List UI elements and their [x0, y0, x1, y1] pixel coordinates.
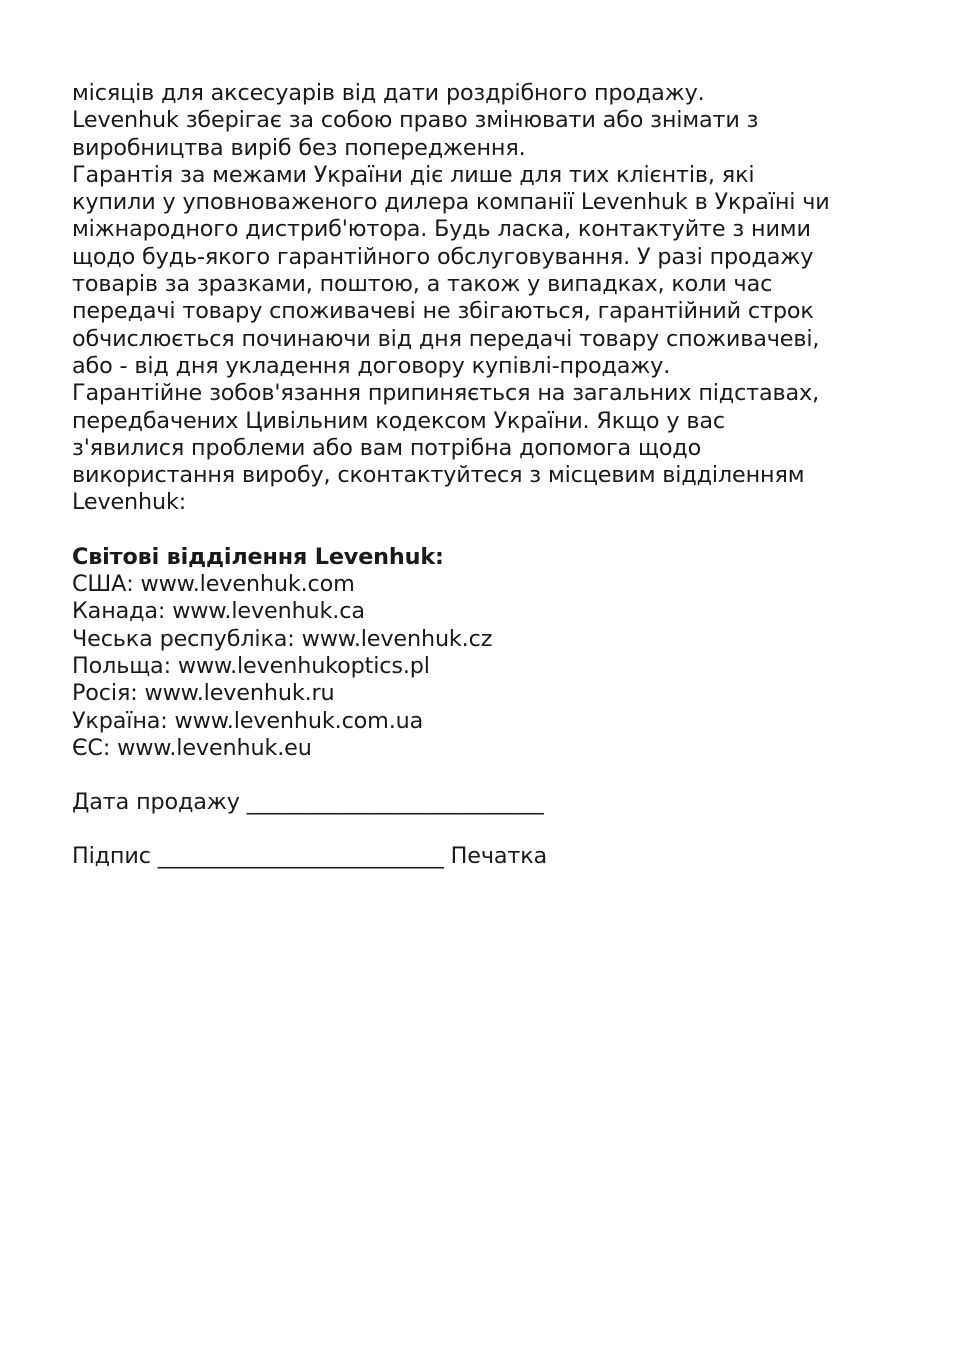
signature-label: Підпис: [72, 843, 158, 870]
text-line: передачі товару споживачеві не збігаються, гарантійний строк: [72, 298, 814, 325]
text-line: передбачених Цивільним кодексом України. Якщо у вас: [72, 407, 725, 434]
signature-row: [72, 843, 922, 870]
text-line: обчислюється починаючи від дня передачі товару споживачеві,: [72, 325, 820, 352]
office-canada: Канада: www.levenhuk.ca: [72, 598, 365, 625]
office-eu: ЄС: www.levenhuk.eu: [72, 734, 312, 761]
office-czech: Чеська республіка: www.levenhuk.cz: [72, 625, 493, 652]
offices-title: Світові відділення Levenhuk:: [72, 543, 444, 570]
text-line: Гарантія за межами України діє лише для тих клієнтів, які: [72, 161, 755, 188]
stamp-label: Печатка: [450, 843, 548, 870]
text-line: товарів за зразками, поштою, а також у випадках, коли час: [72, 271, 773, 298]
sale-date-blank: ___________________________: [246, 789, 544, 816]
text-line: купили у уповноваженого дилера компанії Levenhuk в Україні чи: [72, 189, 830, 216]
document-page: [72, 80, 922, 871]
text-line: використання виробу, сконтактуйтеся з місцевим відділенням: [72, 462, 805, 489]
text-line: з'явилися проблеми або вам потрібна допомога щодо: [72, 434, 702, 461]
signature-blank: __________________________: [157, 843, 451, 870]
text-line: міжнародного дистриб'ютора. Будь ласка, контактуйте з ними: [72, 216, 811, 243]
warranty-text: [72, 80, 922, 517]
office-russia: Росія: www.levenhuk.ru: [72, 680, 335, 707]
text-line: Гарантійне зобов'язання припиняється на загальних підставах,: [72, 380, 820, 407]
text-line: або - від дня укладення договору купівлі-продажу.: [72, 352, 671, 379]
office-usa: США: www.levenhuk.com: [72, 571, 355, 598]
office-poland: Польща: www.levenhukoptics.pl: [72, 652, 430, 679]
text-line: місяців для аксесуарів від дати роздрібного продажу.: [72, 80, 705, 106]
text-line: Levenhuk зберігає за собою право змінювати або знімати з: [72, 107, 759, 134]
text-line: виробництва виріб без попередження.: [72, 134, 526, 161]
sale-date-label: Дата продажу: [72, 789, 247, 816]
text-line: Levenhuk:: [72, 489, 187, 516]
sale-date-row: [72, 789, 922, 816]
text-line: щодо будь-якого гарантійного обслуговування. У разі продажу: [72, 243, 814, 270]
offices-section: [72, 544, 922, 762]
office-ukraine: Україна: www.levenhuk.com.ua: [72, 707, 424, 734]
